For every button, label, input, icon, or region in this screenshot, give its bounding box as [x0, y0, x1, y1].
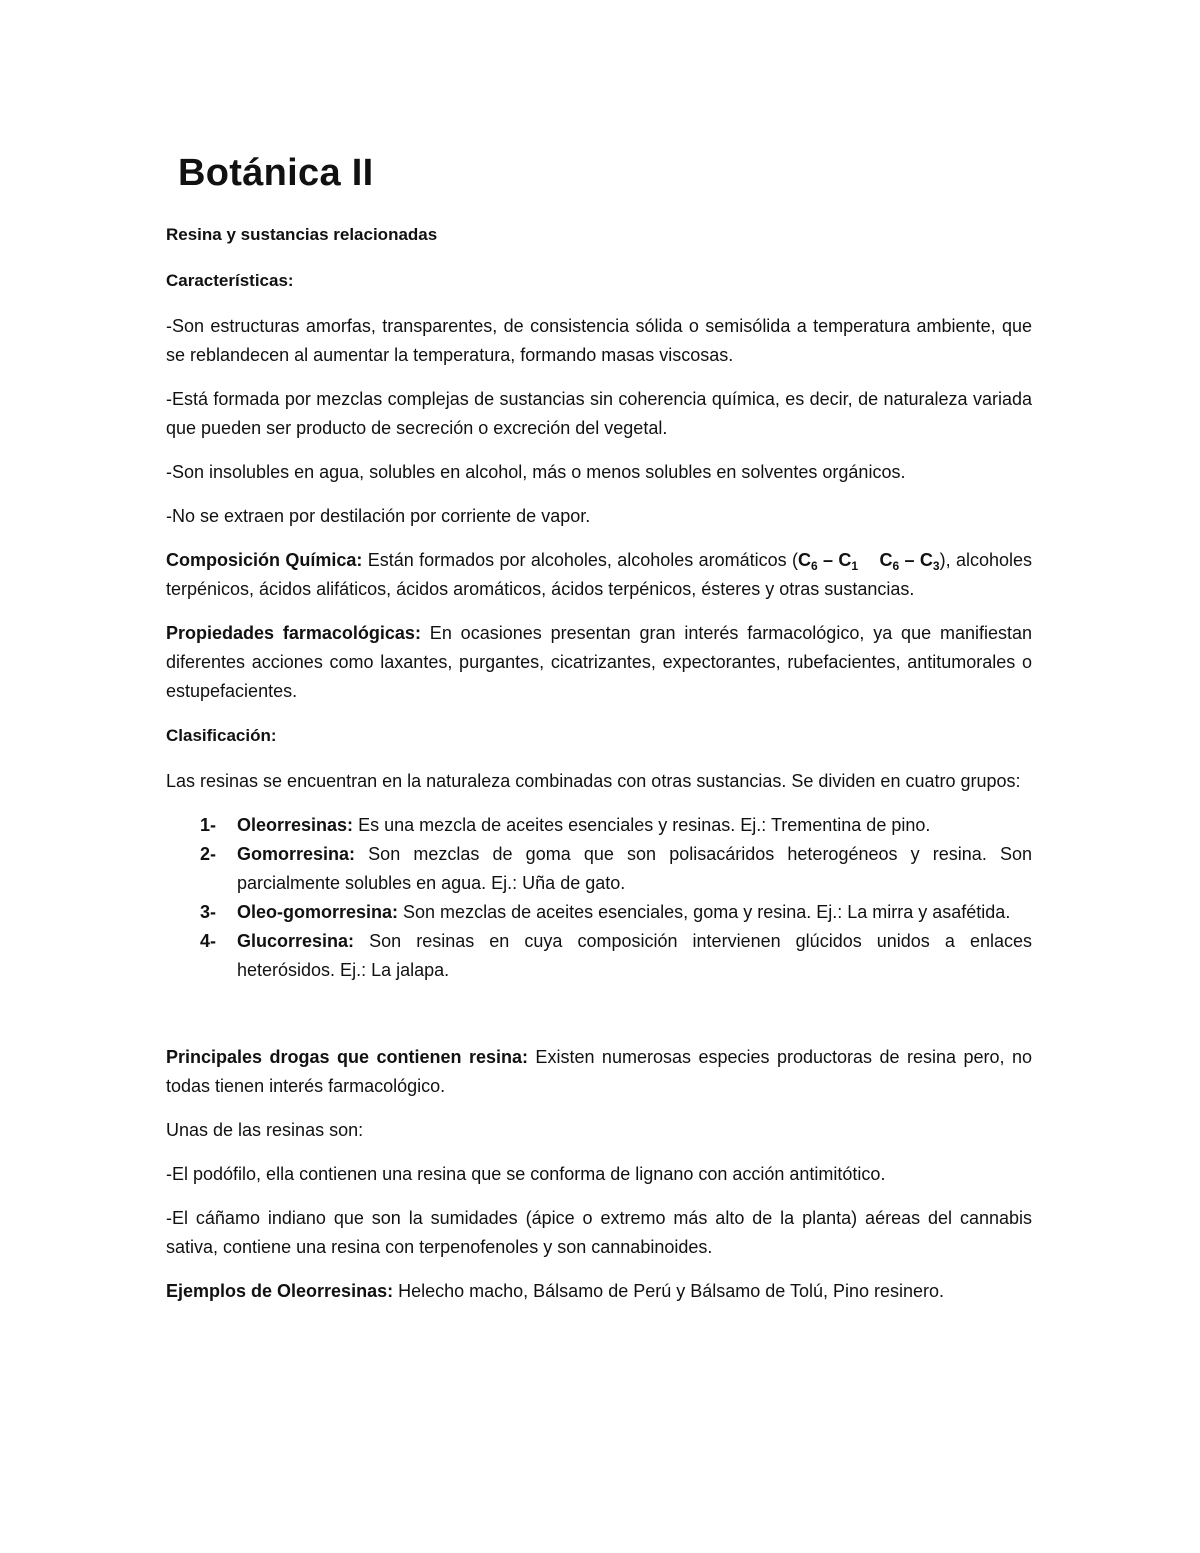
composicion-label: Composición Química:	[166, 550, 363, 570]
drogas-paragraph	[166, 1043, 1032, 1101]
formula-c6-c1: $C_6 - C_1$	[798, 550, 859, 573]
section-heading: Resina y sustancias relacionadas	[166, 225, 438, 244]
propiedades-label: Propiedades farmacológicas:	[166, 623, 421, 643]
document-page	[166, 150, 1032, 1321]
caracteristica-paragraph: -Está formada por mezclas complejas de sustancias sin coherencia química, es decir, de naturaleza variada que pueden ser producto de secreción o excreción del vegetal.	[166, 389, 1032, 438]
group-text: Son resinas en cuya composición intervienen glúcidos unidos a enlaces heterósidos. Ej.: La jalapa.	[237, 931, 1032, 980]
formula-c6-c3: $C_6 - C_3$	[879, 550, 940, 573]
document-title: Botánica II	[178, 152, 374, 194]
group-name: Oleo-gomorresina:	[237, 902, 399, 922]
clasificacion-heading: Clasificación:	[166, 726, 277, 745]
list-item	[166, 927, 1032, 985]
list-item	[166, 811, 1032, 840]
ejemplos-label: Ejemplos de Oleorresinas:	[166, 1281, 394, 1301]
resina-example-paragraph: -El podófilo, ella contienen una resina que se conforma de lignano con acción antimitótico.	[166, 1164, 886, 1184]
ejemplos-paragraph	[166, 1277, 1032, 1306]
caracteristica-paragraph: -Son insolubles en agua, solubles en alcohol, más o menos solubles en solventes orgánicos.	[166, 462, 906, 482]
composicion-text-after: , alcoholes terpénicos, ácidos alifáticos, ácidos aromáticos, ácidos terpénicos, ésteres y otras sustancias.	[166, 550, 1032, 599]
caracteristica-paragraph: -No se extraen por destilación por corriente de vapor.	[166, 506, 591, 526]
drogas-text: Existen numerosas especies productoras de resina pero, no todas tienen interés farmacológico.	[166, 1047, 1032, 1096]
list-number: 4-	[200, 931, 217, 951]
caracteristica-paragraph: -Son estructuras amorfas, transparentes, de consistencia sólida o semisólida a temperatura ambiente, que se reblandecen al aumentar la temperatura, formando masas viscosas.	[166, 316, 1032, 365]
ejemplos-text: Helecho macho, Bálsamo de Perú y Bálsamo de Tolú, Pino resinero.	[393, 1281, 945, 1301]
drogas-label: Principales drogas que contienen resina:	[166, 1047, 528, 1067]
list-number: 1-	[200, 815, 217, 835]
list-item	[166, 898, 1032, 927]
propiedades-paragraph	[166, 619, 1032, 706]
clasificacion-intro: Las resinas se encuentran en la naturaleza combinadas con otras sustancias. Se dividen en cuatro grupos:	[166, 771, 1021, 791]
group-text: Es una mezcla de aceites esenciales y resinas. Ej.: Trementina de pino.	[353, 815, 931, 835]
unas-intro: Unas de las resinas son:	[166, 1120, 364, 1140]
blank-line	[166, 985, 1032, 1043]
clasificacion-list	[166, 811, 1032, 985]
resina-example-paragraph: -El cáñamo indiano que son la sumidades (ápice o extremo más alto de la planta) aéreas del cannabis sativa, contiene una resina con terpenofenoles y son cannabinoides.	[166, 1208, 1032, 1257]
composicion-text-before: Están formados por alcoholes, alcoholes aromáticos (	[362, 550, 799, 570]
composicion-paragraph: Composición Química: Están formados por alcoholes, alcoholes aromáticos ($C_6 - C_1$ $C_6 - C_3$), alcoholes terpénicos, ácidos alifáticos, ácidos aromáticos, ácidos terpénicos, ésteres y otras sustancias.	[166, 550, 1032, 599]
group-text: Son mezclas de goma que son polisacáridos heterogéneos y resina. Son parcialmente solubles en agua. Ej.: Uña de gato.	[237, 844, 1032, 893]
caracteristicas-heading: Características:	[166, 271, 294, 290]
list-item	[166, 840, 1032, 898]
propiedades-text: En ocasiones presentan gran interés farmacológico, ya que manifiestan diferentes acciones como laxantes, purgantes, cicatrizantes, expectorantes, rubefacientes, antitumorales o estupefacientes.	[166, 623, 1032, 701]
list-number: 3-	[200, 902, 217, 922]
group-name: Glucorresina:	[237, 931, 355, 951]
group-name: Oleorresinas:	[237, 815, 354, 835]
group-text: Son mezclas de aceites esenciales, goma y resina. Ej.: La mirra y asafétida.	[398, 902, 1011, 922]
group-name: Gomorresina:	[237, 844, 356, 864]
list-number: 2-	[200, 844, 217, 864]
